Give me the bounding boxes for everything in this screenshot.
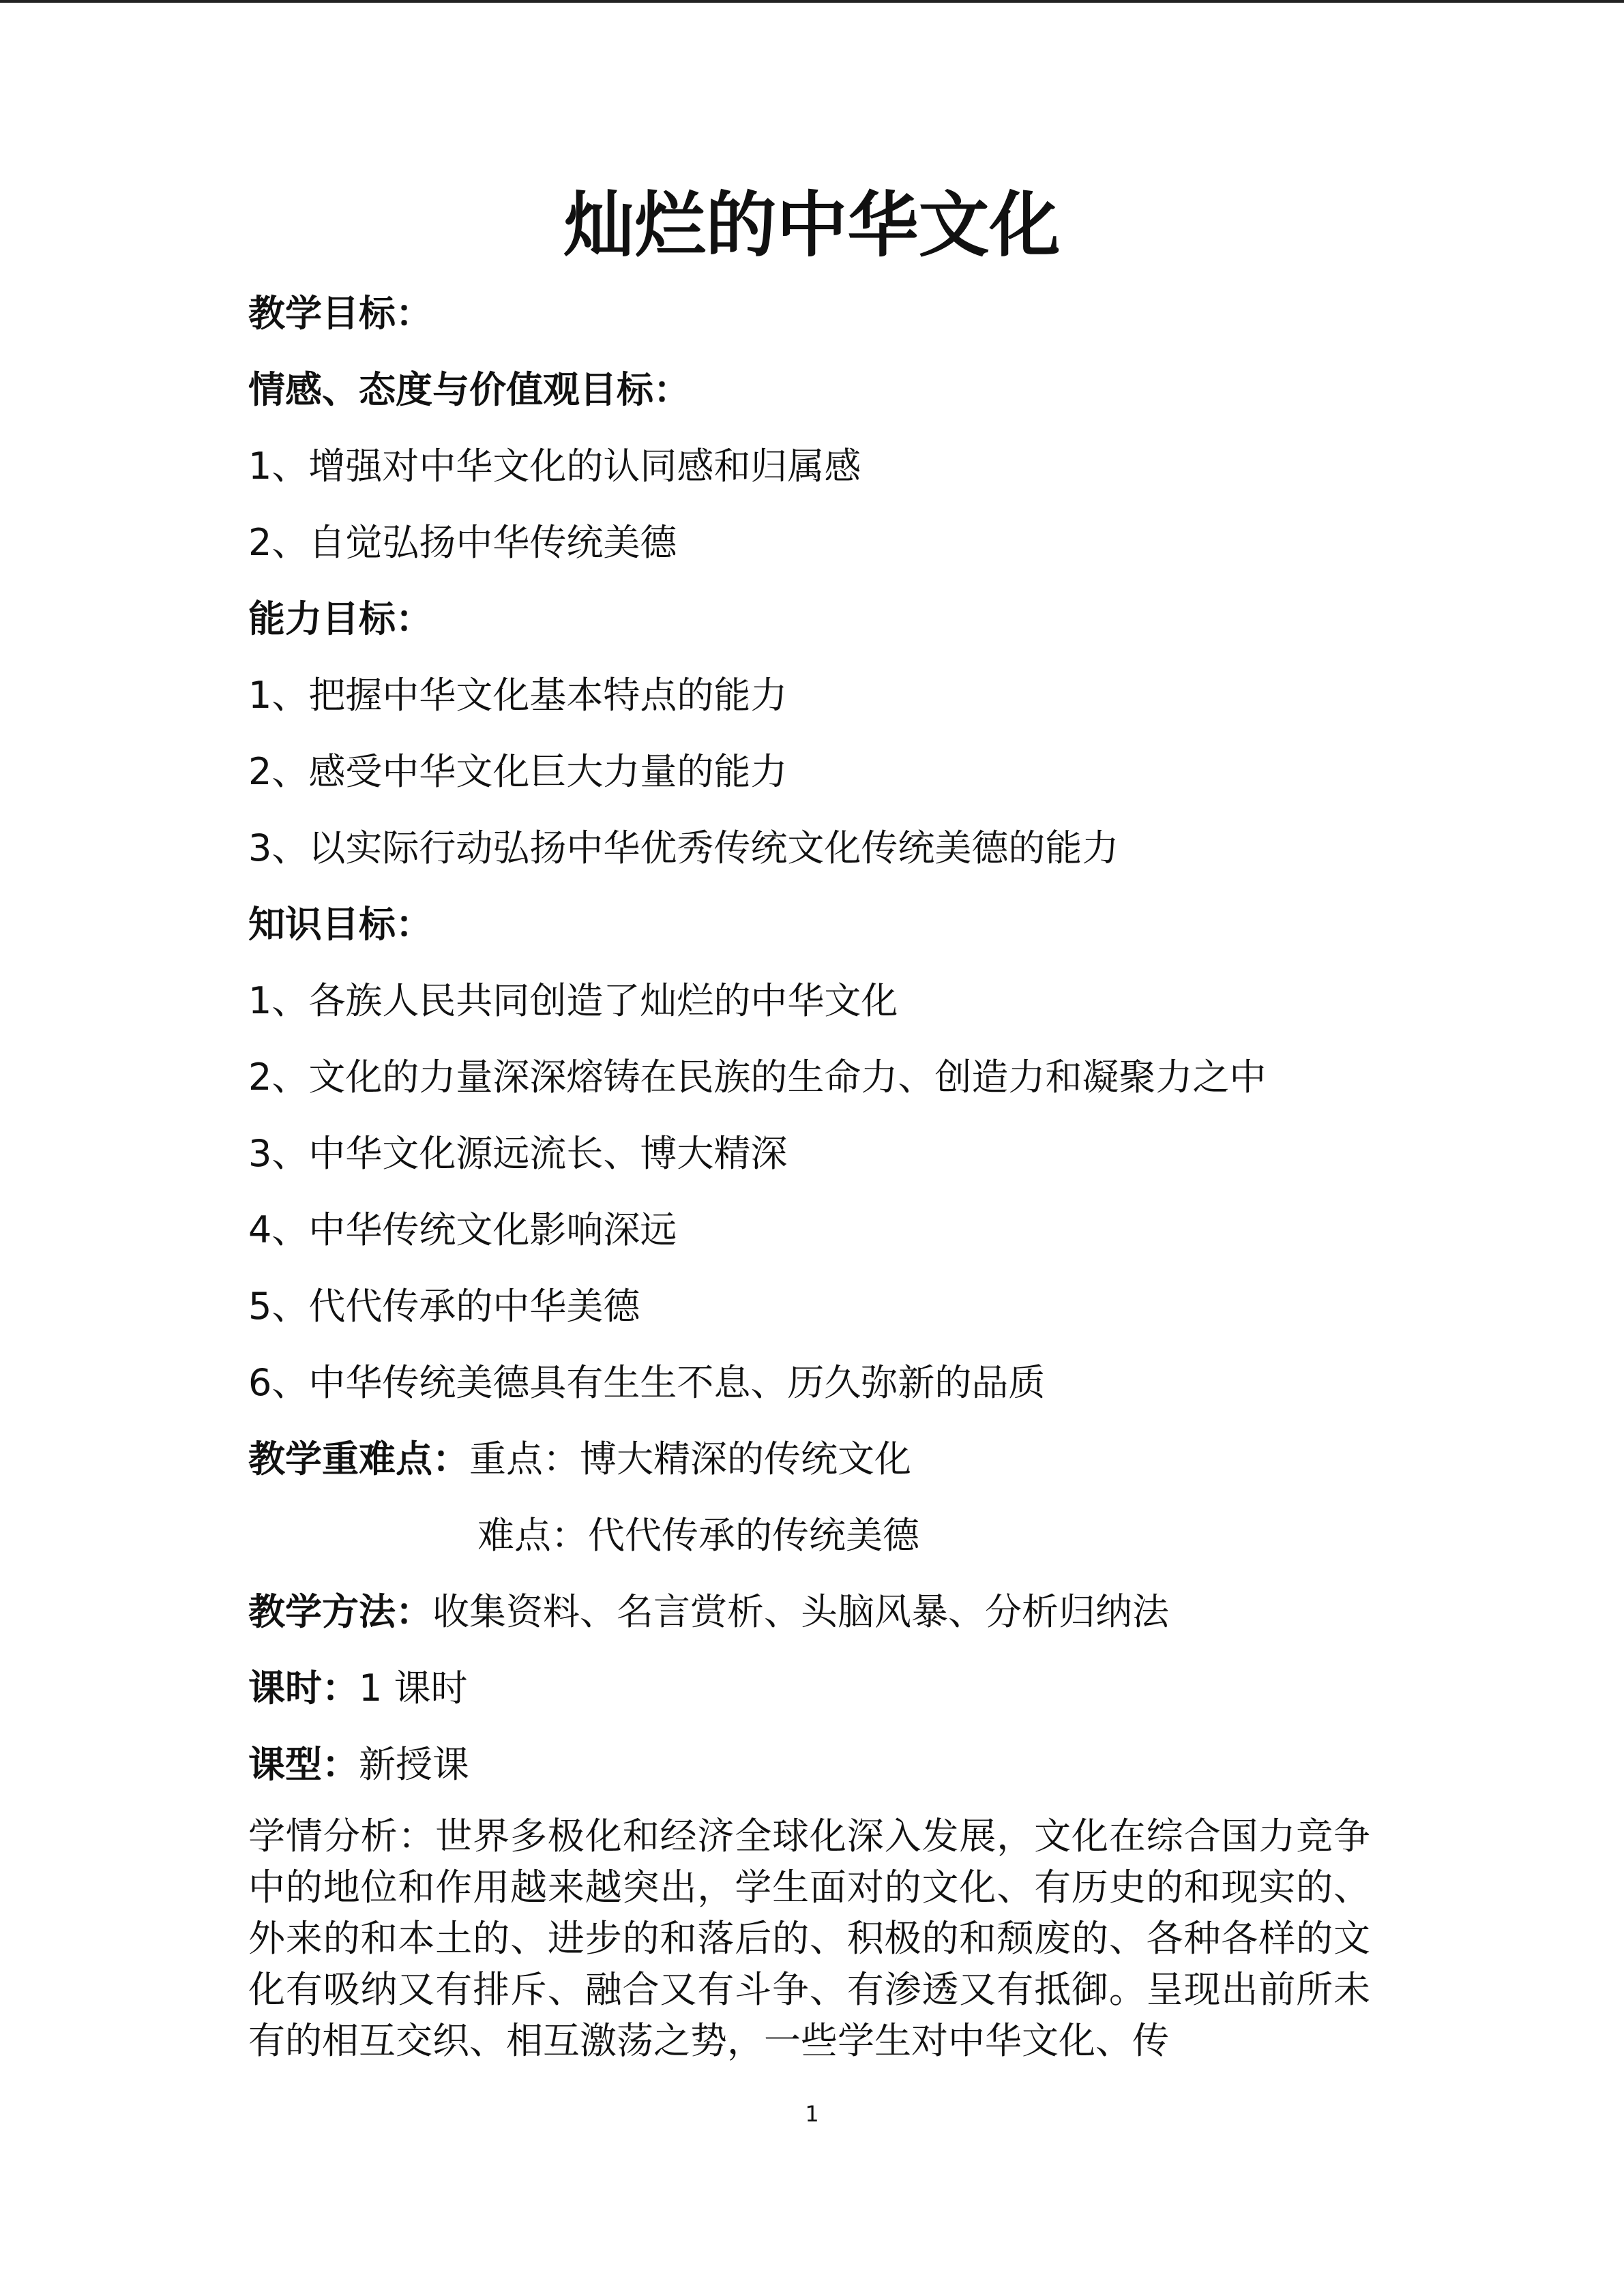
knowledge-item: 2、文化的力量深深熔铸在民族的生命力、创造力和凝聚力之中 (248, 1056, 1267, 1099)
knowledge-item: 3、中华文化源远流长、博大精深 (248, 1132, 788, 1175)
document-title: 灿烂的中华文化 (563, 183, 1061, 267)
knowledge-heading: 知识目标： (248, 903, 432, 946)
methods-value: 收集资料、名言赏析、头脑风暴、分析归纳法 (432, 1590, 1169, 1633)
ability-item: 3、以实际行动弘扬中华优秀传统文化传统美德的能力 (248, 826, 1119, 869)
key-point-value: 重点：博大精深的传统文化 (469, 1437, 911, 1480)
student-analysis-paragraph: 学情分析：世界多极化和经济全球化深入发展，文化在综合国力竞争中的地位和作用越来越突出，学生面对的文化、有历史的和现实的、外来的和本土的、进步的和落后的、积极的和颓废的、各种各样的文化有吸纳又有排斥、融合又有斗争、有渗透又有抵御。呈现出前所未有的相互交织、相互激荡之势，一些学生对中华文化、传 (248, 1815, 1370, 2062)
key-points-row (248, 1425, 911, 1493)
hours-label: 课时： (248, 1667, 359, 1710)
knowledge-item: 6、中华传统美德具有生生不息、历久弥新的品质 (248, 1361, 1046, 1404)
knowledge-item: 5、代代传承的中华美德 (248, 1285, 640, 1328)
ability-heading: 能力目标： (248, 597, 432, 640)
ability-item: 1、把握中华文化基本特点的能力 (248, 674, 788, 717)
knowledge-item: 1、各族人民共同创造了灿烂的中华文化 (248, 979, 898, 1022)
methods-row (248, 1578, 1169, 1646)
emotional-heading: 情感、态度与价值观目标： (248, 368, 690, 411)
key-points-label: 教学重难点： (248, 1437, 469, 1480)
page-top-border (0, 0, 1624, 3)
lesson-type-label: 课型： (248, 1743, 359, 1786)
emotional-item: 2、自觉弘扬中华传统美德 (248, 521, 677, 564)
knowledge-item: 4、中华传统文化影响深远 (248, 1208, 677, 1251)
page-number: 1 (805, 2101, 819, 2127)
lesson-type-value: 新授课 (359, 1743, 469, 1786)
lesson-type-row (248, 1731, 469, 1799)
hours-value: 1 课时 (359, 1667, 468, 1710)
difficult-point-value: 难点：代代传承的传统美德 (477, 1514, 919, 1557)
methods-label: 教学方法： (248, 1590, 432, 1633)
hours-row (248, 1654, 468, 1723)
objectives-heading: 教学目标： (248, 292, 432, 335)
ability-item: 2、感受中华文化巨大力量的能力 (248, 750, 788, 793)
emotional-item: 1、增强对中华文化的认同感和归属感 (248, 445, 861, 488)
